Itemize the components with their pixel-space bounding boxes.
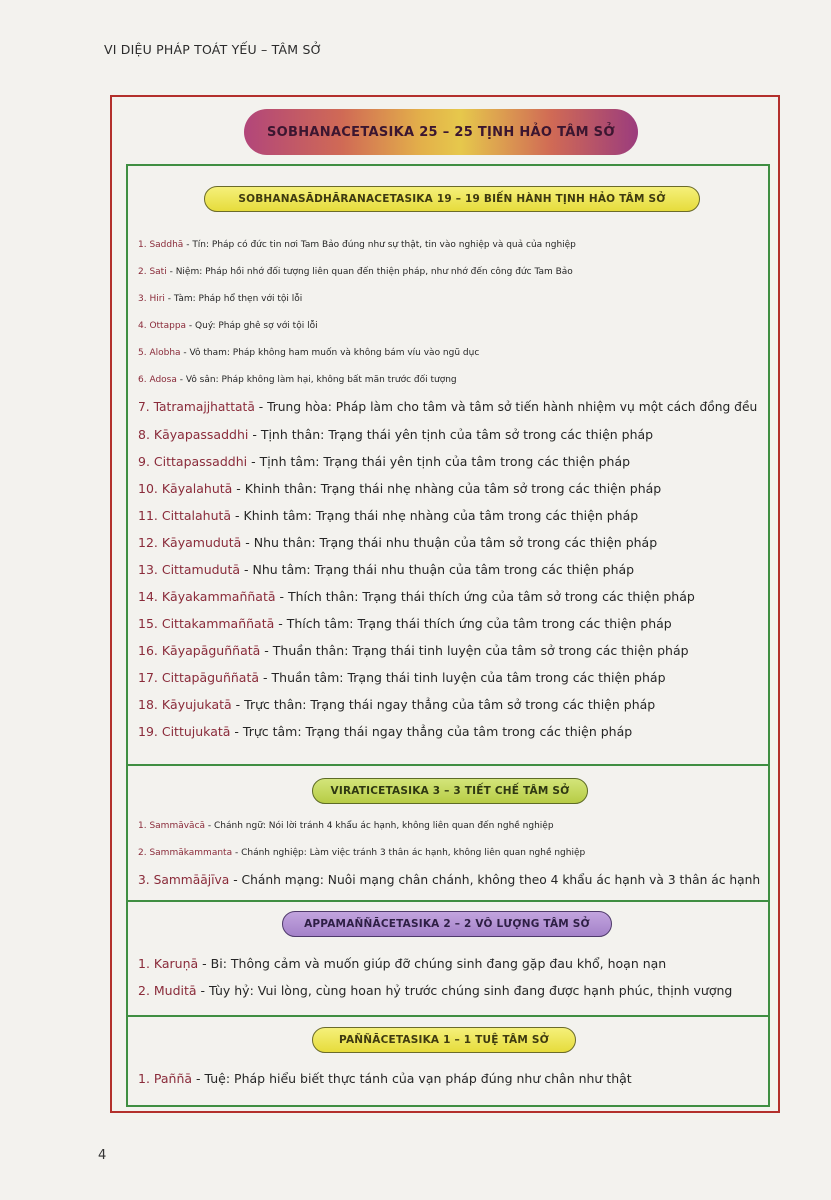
- section-title-sobhanasadharana: SOBHANASĀDHĀRANACETASIKA 19 – 19 BIẾN HÀNH TỊNH HẢO TÂM SỞ: [204, 186, 700, 212]
- list-item: [138, 556, 757, 583]
- item-separator: -: [240, 562, 253, 577]
- list-item: [138, 977, 732, 1004]
- item-separator: -: [166, 267, 176, 277]
- section-title-panna: PAÑÑĀCETASIKA 1 – 1 TUỆ TÂM SỞ: [312, 1027, 576, 1053]
- item-term: 4. Ottappa: [138, 321, 187, 331]
- item-separator: -: [231, 508, 244, 523]
- list-item: [138, 637, 757, 664]
- item-description: Nhu thân: Trạng thái nhu thuận của tâm sở trong các thiện pháp: [253, 535, 658, 550]
- item-description: Thuần tâm: Trạng thái tinh luyện của tâm trong các thiện pháp: [271, 670, 666, 685]
- item-description: Chánh nghiệp: Làm việc tránh 3 thân ác hạnh, không liên quan nghề nghiệp: [241, 848, 586, 858]
- list-item: [138, 232, 757, 259]
- list-item: [138, 259, 757, 286]
- section-list-panna: [138, 1065, 632, 1092]
- item-separator: -: [275, 589, 288, 604]
- item-term: 2. Muditā: [138, 983, 197, 998]
- item-term: 3. Sammāājīva: [138, 873, 230, 887]
- section-divider: [126, 900, 770, 902]
- main-title: SOBHANACETASIKA 25 – 25 TỊNH HẢO TÂM SỞ: [244, 109, 638, 155]
- item-term: 19. Cittujukatā: [138, 724, 231, 739]
- item-term: 7. Tatramajjhattatā: [138, 400, 255, 414]
- item-term: 1. Paññā: [138, 1071, 193, 1086]
- running-header: VI DIỆU PHÁP TOÁT YẾU – TÂM SỞ: [104, 42, 323, 57]
- item-description: Bi: Thông cảm và muốn giúp đỡ chúng sinh đang gặp đau khổ, hoạn nạn: [210, 956, 667, 971]
- list-item: [138, 691, 757, 718]
- section-divider: [126, 1015, 770, 1017]
- item-separator: -: [232, 848, 242, 858]
- list-item: [138, 610, 757, 637]
- section-title-virati: VIRATICETASIKA 3 – 3 TIẾT CHẾ TÂM SỞ: [312, 778, 588, 804]
- list-item: [138, 867, 760, 894]
- item-term: 1. Karuṇā: [138, 956, 199, 971]
- item-separator: -: [198, 956, 211, 971]
- item-description: Niệm: Pháp hồi nhớ đối tượng liên quan đến thiện pháp, như nhớ đến công đức Tam Bảo: [175, 267, 573, 277]
- item-separator: -: [186, 321, 196, 331]
- item-term: 8. Kāyapassaddhi: [138, 427, 249, 442]
- item-description: Chánh ngữ: Nói lời tránh 4 khẩu ác hạnh, không liên quan đến nghề nghiệp: [214, 821, 554, 831]
- item-term: 14. Kāyakammaññatā: [138, 589, 276, 604]
- item-description: Trung hòa: Pháp làm cho tâm và tâm sở tiến hành nhiệm vụ một cách đồng đều: [267, 400, 758, 414]
- item-separator: -: [231, 697, 245, 712]
- section-title-appamanna: APPAMAÑÑĀCETASIKA 2 – 2 VÔ LƯỢNG TÂM SỞ: [282, 911, 612, 937]
- item-separator: -: [196, 983, 210, 998]
- item-description: Tàm: Pháp hổ thẹn với tội lỗi: [173, 294, 303, 304]
- item-description: Thích thân: Trạng thái thích ứng của tâm sở trong các thiện pháp: [288, 589, 695, 604]
- item-term: 12. Kāyamudutā: [138, 535, 242, 550]
- item-term: 1. Sammāvācā: [138, 821, 206, 831]
- list-item: [138, 340, 757, 367]
- item-term: 17. Cittapāguññatā: [138, 670, 260, 685]
- item-term: 3. Hiri: [138, 294, 165, 304]
- item-description: Tín: Pháp có đức tin nơi Tam Bảo đúng như sự thật, tin vào nghiệp và quả của nghiệp: [192, 240, 576, 250]
- list-item: [138, 475, 757, 502]
- item-description: Tịnh thân: Trạng thái yên tịnh của tâm sở trong các thiện pháp: [260, 427, 654, 442]
- item-description: Trực thân: Trạng thái ngay thẳng của tâm sở trong các thiện pháp: [244, 697, 656, 712]
- item-term: 18. Kāyujukatā: [138, 697, 232, 712]
- item-separator: -: [241, 535, 254, 550]
- item-description: Thuần thân: Trạng thái tinh luyện của tâm sở trong các thiện pháp: [272, 643, 689, 658]
- item-separator: -: [247, 454, 260, 469]
- item-term: 10. Kāyalahutā: [138, 481, 233, 496]
- item-term: 9. Cittapassaddhi: [138, 454, 248, 469]
- item-separator: -: [260, 643, 273, 658]
- item-separator: -: [205, 821, 215, 831]
- item-description: Vô sân: Pháp không làm hại, không bất mãn trước đối tượng: [185, 375, 457, 385]
- item-separator: -: [180, 348, 190, 358]
- item-separator: -: [254, 400, 268, 414]
- list-item: [138, 950, 732, 977]
- item-description: Tùy hỷ: Vui lòng, cùng hoan hỷ trước chúng sinh đang được hạnh phúc, thịnh vượng: [209, 983, 733, 998]
- list-item: [138, 840, 760, 867]
- item-separator: -: [176, 375, 186, 385]
- item-description: Trực tâm: Trạng thái ngay thẳng của tâm trong các thiện pháp: [242, 724, 633, 739]
- list-item: [138, 286, 757, 313]
- list-item: [138, 313, 757, 340]
- item-description: Quý: Pháp ghê sợ với tội lỗi: [195, 321, 318, 331]
- list-item: [138, 421, 757, 448]
- item-term: 16. Kāyapāguññatā: [138, 643, 261, 658]
- item-description: Tịnh tâm: Trạng thái yên tịnh của tâm trong các thiện pháp: [259, 454, 631, 469]
- list-item: [138, 448, 757, 475]
- item-separator: -: [230, 724, 243, 739]
- item-term: 11. Cittalahutā: [138, 508, 232, 523]
- item-separator: -: [192, 1071, 205, 1086]
- list-item: [138, 664, 757, 691]
- item-term: 5. Alobha: [138, 348, 181, 358]
- item-separator: -: [274, 616, 287, 631]
- page-number: 4: [98, 1148, 107, 1163]
- item-separator: -: [229, 873, 242, 887]
- section-list-sobhanasadharana: [138, 232, 757, 745]
- item-term: 2. Sati: [138, 267, 167, 277]
- item-term: 13. Cittamudutā: [138, 562, 241, 577]
- list-item: [138, 813, 760, 840]
- item-separator: -: [259, 670, 272, 685]
- item-term: 15. Cittakammaññatā: [138, 616, 275, 631]
- item-description: Khinh tâm: Trạng thái nhẹ nhàng của tâm trong các thiện pháp: [243, 508, 639, 523]
- item-separator: -: [232, 481, 245, 496]
- list-item: [138, 502, 757, 529]
- list-item: [138, 718, 757, 745]
- item-separator: -: [183, 240, 193, 250]
- item-separator: -: [164, 294, 174, 304]
- section-divider: [126, 764, 770, 766]
- list-item: [138, 1065, 632, 1092]
- list-item: [138, 583, 757, 610]
- list-item: [138, 529, 757, 556]
- item-description: Chánh mạng: Nuôi mạng chân chánh, không theo 4 khẩu ác hạnh và 3 thân ác hạnh: [241, 873, 761, 887]
- item-term: 6. Adosa: [138, 375, 177, 385]
- item-term: 2. Sammākammanta: [138, 848, 233, 858]
- item-description: Nhu tâm: Trạng thái nhu thuận của tâm trong các thiện pháp: [252, 562, 635, 577]
- item-description: Tuệ: Pháp hiểu biết thực tánh của vạn pháp đúng như chân như thật: [204, 1071, 632, 1086]
- item-description: Thích tâm: Trạng thái thích ứng của tâm trong các thiện pháp: [286, 616, 672, 631]
- item-description: Khinh thân: Trạng thái nhẹ nhàng của tâm sở trong các thiện pháp: [244, 481, 662, 496]
- item-term: 1. Saddhā: [138, 240, 184, 250]
- item-separator: -: [248, 427, 261, 442]
- list-item: [138, 394, 757, 421]
- item-description: Vô tham: Pháp không ham muốn và không bám víu vào ngũ dục: [189, 348, 480, 358]
- section-list-virati: [138, 813, 760, 894]
- section-list-appamanna: [138, 950, 732, 1004]
- list-item: [138, 367, 757, 394]
